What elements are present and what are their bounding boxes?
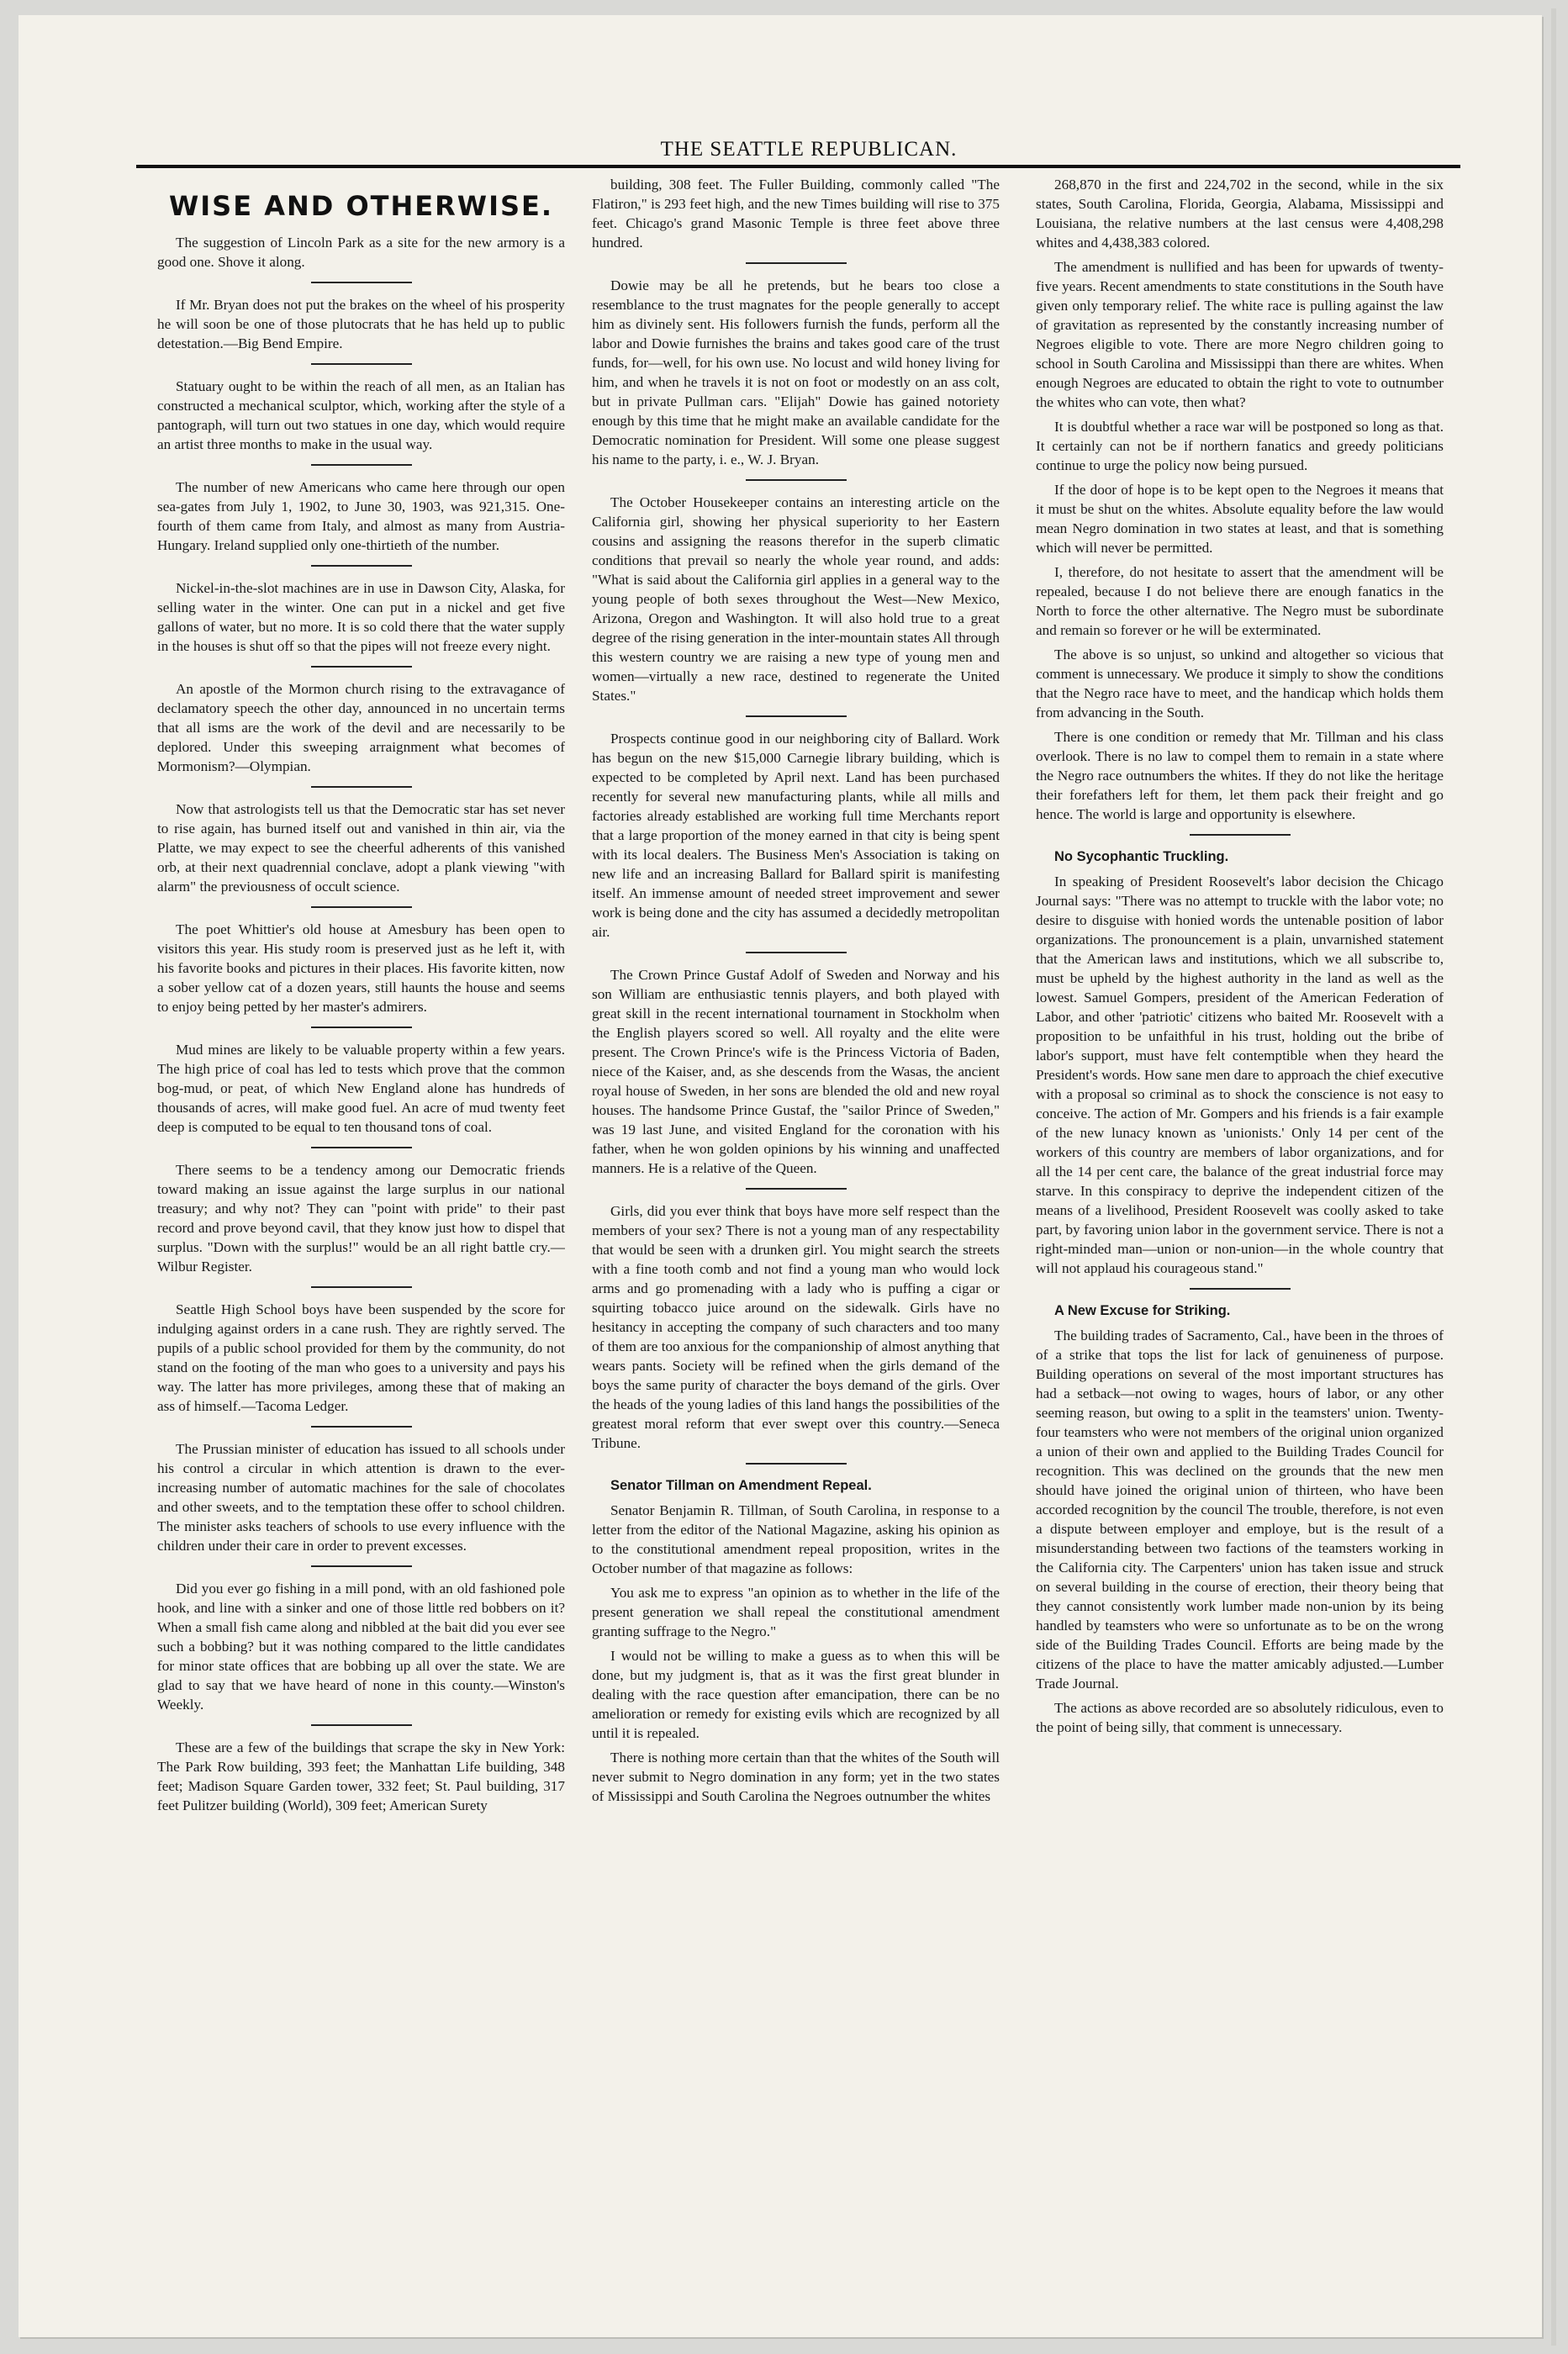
section-title: WISE AND OTHERWISE. xyxy=(168,190,554,222)
article: The above is so unjust, so unkind and altogether so vicious that comment is unnecessary. We produce it simply to show the conditions that the Negro race have to meet, and the handicap which holds them from advancing in the South. xyxy=(1036,647,1444,720)
masthead-title: THE SEATTLE REPUBLICAN. xyxy=(660,138,958,161)
article: The Prussian minister of education has issued to all schools under his control a circular in which attention is drawn to the ever-increasing number of automatic machines for the sale of chocolates and other sweets, and to the temptation these offer to school children. The minister asks teachers of schools to use every influence with the children under their care in order to prevent excesses. xyxy=(157,1441,565,1554)
article-divider xyxy=(311,282,412,283)
article: These are a few of the buildings that scrape the sky in New York: The Park Row building, 393 feet; the Manhattan Life building, 348 feet; Madison Square Garden tower, 332 feet; St. Paul building, 317 feet Pulitzer building (World), 309 feet; American Surety xyxy=(157,1739,565,1813)
article: The suggestion of Lincoln Park as a site for the new armory is a good one. Shove it along. xyxy=(157,235,565,270)
article-heading: No Sycophantic Truckling. xyxy=(1054,849,1229,864)
column-3 xyxy=(1036,175,1444,2327)
newspaper-page xyxy=(18,15,1542,2337)
article: It is doubtful whether a race war will be postponed so long as that. It certainly can not be if northern fanatics and greedy politicians continue to urge the policy now being pursued. xyxy=(1036,419,1444,473)
article-divider xyxy=(311,1147,412,1148)
article-divider xyxy=(746,952,847,953)
article-heading: Senator Tillman on Amendment Repeal. xyxy=(610,1478,872,1493)
article-heading: A New Excuse for Striking. xyxy=(1054,1303,1231,1318)
article-divider xyxy=(311,666,412,668)
article-divider xyxy=(311,464,412,466)
article-divider xyxy=(311,1426,412,1428)
article: The building trades of Sacramento, Cal., have been in the throes of of a strike that tops the list for lack of genuineness of purpose. Building operations on several of the most important structures has had a setback—not owing to wages, hours of labor, or any other seeming reason, but owing to a split in the teamsters' union. Twenty-four teamsters who were not members of the original union organized a union of their own and applied to the Building Trades Council for recognition. This was declined on the grounds that the new men should have joined the original union of thirteen, who have been accorded recognition by the council The trouble, therefore, is not even a dispute between employer and employe, but is the result of a misunderstanding between two factions of the teamsters working in the California city. The Carpenters' union has taken issue and struck on several building in the course of erection, their theory being that they cannot consistently work lumber made non-union by its being handled by teamsters who were so unfortunate as to be on the wrong side of the Building Trades Council. Efforts are being made by the citizens of the place to have the matter amicably adjusted.—Lumber Trade Journal. xyxy=(1036,1327,1444,1692)
article: Mud mines are likely to be valuable property within a few years. The high price of coal has led to tests which prove that the common bog-mud, or peat, of which New England alone has hundreds of thousands of acres, will make good fuel. An acre of mud twenty feet deep is computed to be equal to ten thousand tons of coal. xyxy=(157,1042,565,1135)
article: The amendment is nullified and has been for upwards of twenty-five years. Recent amendments to state constitutions in the South have given only temporary relief. The white race is pulling against the law of gravitation as represented by the constantly increasing number of Negroes eligible to vote. There are more Negro children going to school in South Carolina and Mississippi than there are whites. When enough Negroes are educated to obtain the right to vote to outnumber the whites who can vote, then what? xyxy=(1036,259,1444,410)
article-divider xyxy=(311,786,412,788)
masthead xyxy=(18,131,1542,166)
article-divider xyxy=(311,363,412,365)
article-divider xyxy=(311,565,412,567)
article: You ask me to express "an opinion as to whether in the life of the present generation we shall repeal the constitutional amendment granting suffrage to the Negro." xyxy=(592,1585,1000,1639)
article-divider xyxy=(311,906,412,908)
article-divider xyxy=(311,1286,412,1288)
article-divider xyxy=(1190,834,1291,836)
article-divider xyxy=(746,715,847,717)
article: Statuary ought to be within the reach of all men, as an Italian has constructed a mechanical sculptor, which, working after the style of a pantograph, will turn out two statues in one day, which would require an artist three months to make in the usual way. xyxy=(157,378,565,452)
article-divider xyxy=(746,1463,847,1465)
article-divider xyxy=(311,1027,412,1028)
article: Now that astrologists tell us that the Democratic star has set never to rise again, has burned itself out and vanished in thin air, via the Platte, we may expect to see the cheerful adherents of this vanished orb, at their next quadrennial conclave, adopt a plank viewing "with alarm" the previousness of occult science. xyxy=(157,801,565,895)
article: The actions as above recorded are so absolutely ridiculous, even to the point of being silly, that comment is unnecessary. xyxy=(1036,1700,1444,1735)
article: I would not be willing to make a guess as to when this will be done, but my judgment is, that as it was the first great blunder in dealing with the race question after emancipation, there can be no amelioration or remedy for existing evils which are recognized by all until it is repealed. xyxy=(592,1648,1000,1741)
column-2 xyxy=(592,175,1000,2327)
article: Seattle High School boys have been suspended by the score for indulging against orders in a cane rush. They are rightly served. The pupils of a public school provided for them by the community, do not stand on the footing of the man who goes to a university and pays his way. The latter has more privileges, among these that of making an ass of himself.—Tacoma Ledger. xyxy=(157,1301,565,1414)
article: There seems to be a tendency among our Democratic friends toward making an issue against the large surplus in our national treasury; and why not? They can "point with pride" to their past record and prove beyond cavil, that they know just how to dispel that surplus. "Down with the surplus!" would be an all right battle cry.—Wilbur Register. xyxy=(157,1162,565,1275)
article-divider xyxy=(1190,1288,1291,1290)
article: In speaking of President Roosevelt's labor decision the Chicago Journal says: "There was no attempt to truckle with the labor vote; no desire to disguise with honied words the untenable position of labor organizations. The pronouncement is a plain, unvarnished statement that the American laws and institutions, which we all subscribe to, must be upheld by the highest authority in the land as well as the lowest. Samuel Gompers, president of the American Federation of Labor, and other 'patriotic' citizens who baited Mr. Roosevelt with a proposition to be unfaithful in his trust, holding out the bribe of labor's support, must have felt contemptible when they heard the President's words. How sane men dare to approach the chief executive with a proposal so criminal as to shock the conscience is not easy to conceive. The action of Mr. Gompers and his friends is a fair example of the new lunacy known as 'unionists.' Only 14 per cent of the workers of this country are members of labor organizations, and for all the 14 per cent care, the balance of the great industrial force may starve. In this conspiracy to deprive the independent citizen of the means of a livelihood, President Roosevelt was coolly asked to take part, by favoring union labor in the government service. There is not a right-minded man—union or non-union—in the whole country that will not applaud his courageous stand." xyxy=(1036,874,1444,1276)
article: Dowie may be all he pretends, but he bears too close a resemblance to the trust magnates for the people generally to accept him as divinely sent. His followers furnish the funds, perform all the labor and Dowie furnishes the brains and takes good care of the trust funds, for—well, for his own use. No locust and wild honey living for him, and when he travels it is not on foot or modestly on an ass colt, but in private Pullman cars. "Elijah" Dowie has gained notoriety enough by this time that he might make an available candidate for the Democratic nomination for President. Will some one please suggest his name to the party, i. e., W. J. Bryan. xyxy=(592,277,1000,467)
page-edge xyxy=(1551,8,1556,2346)
column-1 xyxy=(157,175,565,2327)
article: Girls, did you ever think that boys have more self respect than the members of your sex? There is not a young man of any respectability that would be seen with a drunken girl. You might search the streets with a fine tooth comb and not find a young man who would lock arms and go promenading with a lady who is puffing a cigar or squirting tobacco juice around on the sidewalk. Girls have no hesitancy in accepting the company of such characters and too many of them are too anxious for the companionship of almost anything that wears pants. Society will be refined when the girls demand of the boys the same purity of character the boys demand of the girls. Over the heads of the young ladies of this land hangs the possibilities of the greatest moral reform that ever swept over this country.—Seneca Tribune. xyxy=(592,1203,1000,1451)
article: I, therefore, do not hesitate to assert that the amendment will be repealed, because I do not believe there are enough fanatics in the North to force the other alternative. The Negro must be subordinate and remain so forever or he will be exterminated. xyxy=(1036,564,1444,638)
article: The number of new Americans who came here through our open sea-gates from July 1, 1902, to June 30, 1903, was 921,315. One-fourth of them came from Italy, and almost as many from Austria-Hungary. Ireland supplied only one-thirtieth of the number. xyxy=(157,479,565,553)
article-divider xyxy=(746,479,847,481)
article: The October Housekeeper contains an interesting article on the California girl, showing her physical superiority to her Eastern cousins and assigning the reasons therefor in the superb climatic conditions that prevail so nearly the whole year round, and adds: "What is said about the California girl applies in a general way to the young people of both sexes throughout the West—New Mexico, Arizona, Oregon and Washington. It will also hold true to a great degree of the rising generation in the inter-mountain states All through this western country we are raising a new type of young men and women—virtually a new race, destined to regenerate the United States." xyxy=(592,494,1000,704)
article: Senator Benjamin R. Tillman, of South Carolina, in response to a letter from the editor of the National Magazine, asking his opinion as to the constitutional amendment repeal proposition, writes in the October number of that magazine as follows: xyxy=(592,1502,1000,1576)
article-divider xyxy=(746,262,847,264)
article: There is nothing more certain than that the whites of the South will never submit to Negro domination in any form; yet in the two states of Mississippi and South Carolina the Negroes outnumber the whites xyxy=(592,1750,1000,1804)
article-divider xyxy=(311,1724,412,1726)
article: If the door of hope is to be kept open to the Negroes it means that it must be shut on the whites. Absolute equality before the law would mean Negro domination in two states at least, and that is something which will never be permitted. xyxy=(1036,482,1444,556)
article: Nickel-in-the-slot machines are in use in Dawson City, Alaska, for selling water in the winter. One can put in a nickel and get five gallons of water, but no more. It is so cold there that the water supply in the houses is shut off so that the pipes will not freeze every night. xyxy=(157,580,565,654)
article: The Crown Prince Gustaf Adolf of Sweden and Norway and his son William are enthusiastic tennis players, and both played with great skill in the recent international tournament in Stockholm when the English players scored so well. All royalty and the elite were present. The Crown Prince's wife is the Princess Victoria of Baden, niece of the Kaiser, and, as she descends from the Wasas, the ancient royal house of Sweden, in her sons are blended the old and new royal houses. The handsome Prince Gustaf, the "sailor Prince of Sweden," was 19 last June, and visited England for the coronation with his father, when he won golden opinions by his winning and unaffected manners. He is a relative of the Queen. xyxy=(592,967,1000,1176)
article: There is one condition or remedy that Mr. Tillman and his class overlook. There is no law to compel them to remain in a state where the Negro race outnumbers the whites. If they do not like the heritage their forefathers left for them, let them pack their freight and go hence. The world is large and opportunity is elsewhere. xyxy=(1036,729,1444,822)
article: Did you ever go fishing in a mill pond, with an old fashioned pole hook, and line with a sinker and one of those little red bobbers on it? When a small fish came along and nibbled at the bait did you ever see such a bobbing? but it was nothing compared to the little candidates for minor state offices that are bobbing up all over the state. We are glad to say that we have heard of none in this county.—Winston's Weekly. xyxy=(157,1581,565,1713)
masthead-rule xyxy=(136,165,1460,168)
article: If Mr. Bryan does not put the brakes on the wheel of his prosperity he will soon be one of those plutocrats that he has held up to public detestation.—Big Bend Empire. xyxy=(157,297,565,351)
article: The poet Whittier's old house at Amesbury has been open to visitors this year. His study room is preserved just as he left it, with his favorite books and pictures in their places. His favorite kitten, now a sober yellow cat of a dozen years, still haunts the house and seems to enjoy being petted by her master's admirers. xyxy=(157,921,565,1015)
article: building, 308 feet. The Fuller Building, commonly called "The Flatiron," is 293 feet high, and the new Times building will rise to 375 feet. Chicago's grand Masonic Temple is three feet above three hundred. xyxy=(592,177,1000,251)
article: An apostle of the Mormon church rising to the extravagance of declamatory speech the other day, announced in no uncertain terms that all isms are the work of the devil and are necessarily to be deplored. Under this sweeping arraignment what becomes of Mormonism?—Olympian. xyxy=(157,681,565,774)
article: 268,870 in the first and 224,702 in the second, while in the six states, South Carolina, Florida, Georgia, Alabama, Mississippi and Louisiana, the relative numbers at the last census were 4,408,298 whites and 4,438,383 colored. xyxy=(1036,177,1444,251)
article-divider xyxy=(746,1188,847,1190)
article-divider xyxy=(311,1565,412,1567)
article: Prospects continue good in our neighboring city of Ballard. Work has begun on the new $15,000 Carnegie library building, which is expected to be completed by April next. Land has been purchased recently for several new manufacturing plants, while all mills and factories already established are working full time Merchants report that a large proportion of the money earned in that city is being spent with its local dealers. The Business Men's Association is taking on new life and an increasing Ballard for Ballard spirit is manifesting itself. An immense amount of needed street improvement and sewer work is being done and the city has assumed a decidedly metropolitan air. xyxy=(592,731,1000,940)
